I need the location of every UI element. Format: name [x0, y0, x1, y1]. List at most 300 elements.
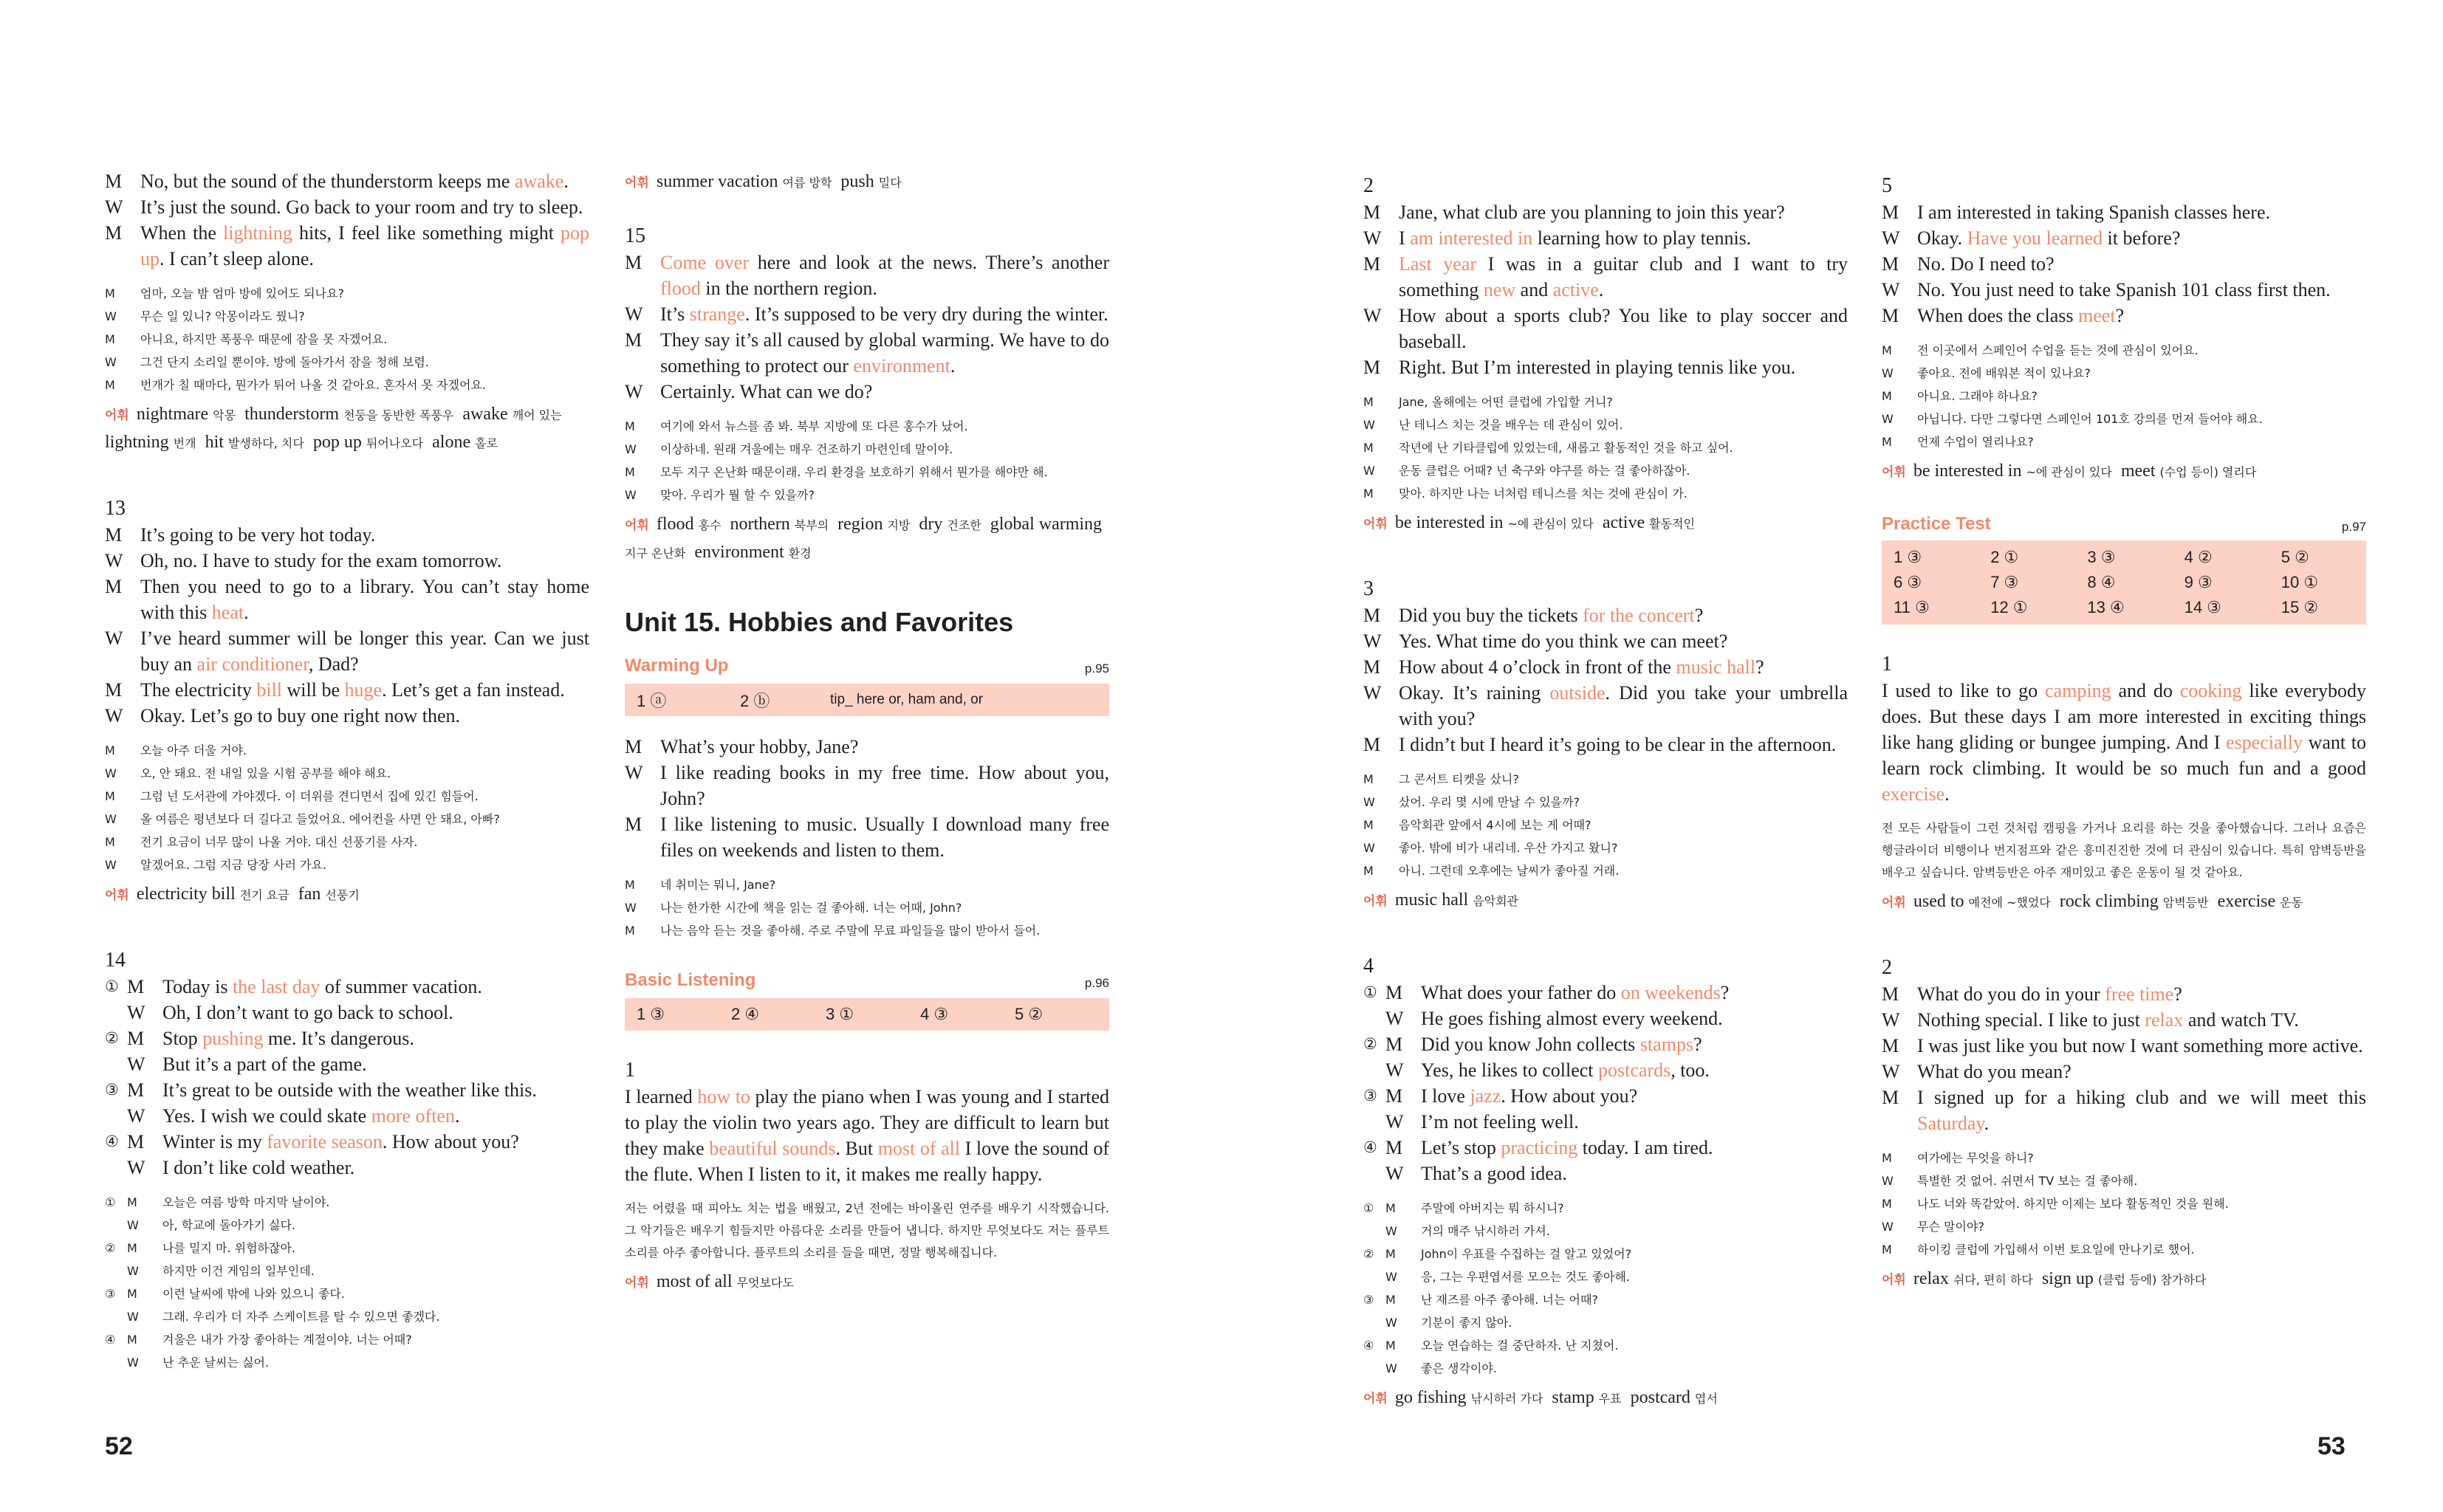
dialogue-line	[1363, 303, 1848, 354]
translation-text: 작년에 난 기타클럽에 있었는데, 새롭고 활동적인 것을 하고 싶어.	[1399, 441, 1733, 455]
line-text	[140, 574, 589, 625]
text-run: I signed up for a hiking club and we will meet this	[1917, 1087, 2366, 1108]
speaker-label: M	[105, 332, 115, 346]
speaker-label: M	[625, 878, 635, 892]
practice-header	[1882, 514, 2366, 535]
text-run: , too.	[1671, 1059, 1710, 1081]
vocab-meaning: 지구 온난화	[625, 546, 686, 560]
speaker-label: M	[1882, 343, 1892, 357]
line-text	[162, 1000, 589, 1025]
line-text	[140, 625, 589, 677]
text-run: It’s	[660, 303, 690, 325]
highlighted-text: strange	[689, 303, 745, 325]
speaker-label: M	[625, 736, 643, 757]
answer-cell: 6 ③	[1894, 573, 1922, 591]
vocab-label: 어휘	[625, 518, 649, 533]
speaker-label: W	[105, 705, 123, 726]
text-run: and watch TV.	[2183, 1009, 2299, 1031]
speaker-label: W	[127, 1157, 145, 1178]
vocab-word: stamp	[1552, 1388, 1594, 1407]
highlighted-text: lightning	[222, 222, 292, 244]
item-number: ①	[1363, 1201, 1374, 1215]
practice-q2-number: 2	[1882, 956, 1892, 979]
text-run: and do	[2111, 680, 2180, 701]
answer-cell: 13 ④	[2087, 598, 2125, 616]
line-text	[1917, 277, 2366, 303]
answer-cell: 2 ①	[1990, 548, 2019, 566]
text-run: I’ve heard summer will be longer this year. Can we just buy an	[140, 628, 589, 675]
speaker-label: M	[105, 222, 123, 244]
vocab-meaning: 전기 요금	[239, 888, 289, 902]
text-run: . It’s supposed to be very dry during the winter.	[744, 303, 1109, 325]
speaker-label: W	[127, 1264, 139, 1278]
line-text	[1917, 1085, 2366, 1136]
highlighted-text: camping	[2045, 680, 2111, 701]
speaker-label: M	[1882, 435, 1892, 449]
dialogue-line	[1363, 1006, 1848, 1031]
vocab-label: 어휘	[1882, 896, 1906, 910]
line-text	[140, 220, 589, 272]
translation-line	[105, 762, 589, 785]
speaker-label: M	[1363, 253, 1381, 275]
vocab-word: rock climbing	[2059, 892, 2159, 911]
speaker-label: W	[625, 303, 643, 325]
translation-line	[1363, 768, 1848, 791]
vocab-label: 어휘	[1882, 1273, 1906, 1288]
warmup-tip: tip_ here or, ham and, or	[830, 692, 984, 707]
speaker-label: W	[127, 1310, 139, 1324]
speaker-label: W	[1882, 279, 1900, 300]
practice-q1-number: 1	[1882, 653, 1892, 676]
item-number: ②	[105, 1241, 116, 1255]
text-run: ?	[2173, 983, 2182, 1005]
speaker-label: M	[1363, 772, 1374, 786]
speaker-label: W	[127, 1002, 145, 1023]
basic-q1-number: 1	[625, 1059, 635, 1082]
translation-text: 난 추운 날씨는 싫어.	[162, 1355, 269, 1370]
line-text	[1917, 981, 2366, 1007]
line-text	[1399, 225, 1848, 251]
speaker-label: M	[1385, 1085, 1403, 1107]
answer-cell: 3 ③	[2087, 548, 2116, 566]
text-run: I didn’t but I heard it’s going to be clear in the afternoon.	[1399, 734, 1837, 755]
dialogue-line	[625, 760, 1109, 811]
item-number	[105, 1155, 127, 1181]
translation-line	[105, 305, 589, 328]
text-run: . How about you?	[1501, 1085, 1638, 1107]
text-run: Oh, I don’t want to go back to school.	[162, 1002, 453, 1023]
item-number: ②	[1363, 1247, 1374, 1261]
text-run: I am interested in taking Spanish classes here.	[1917, 202, 2270, 223]
translation-line	[1363, 391, 1848, 413]
item-number: ④	[1363, 1138, 1377, 1156]
vocab-label: 어휘	[1882, 465, 1906, 480]
translation-text: 주말에 아버지는 뭐 하시니?	[1421, 1201, 1564, 1215]
vocab-word: nightmare	[136, 405, 209, 424]
translation-line	[625, 415, 1109, 438]
vocab-word: meet	[2120, 461, 2156, 481]
translation-line	[1882, 1215, 2366, 1238]
text-run: .	[244, 602, 249, 623]
speaker-label: W	[1363, 630, 1382, 652]
translation-line	[625, 438, 1109, 461]
item-number	[1363, 1109, 1385, 1135]
text-run: ?	[1720, 982, 1730, 1003]
line-text: I like listening to music. Usually I download many free files on weekends and listen to them.	[660, 814, 1109, 861]
line-text	[162, 1077, 589, 1103]
text-run: What do you mean?	[1917, 1061, 2072, 1082]
speaker-label: W	[1882, 1061, 1900, 1082]
translation-line	[1363, 836, 1848, 859]
speaker-label: W	[127, 1355, 139, 1370]
speaker-label: M	[1882, 389, 1892, 403]
speaker-label: W	[1385, 1111, 1404, 1133]
highlighted-text: pushing	[202, 1028, 264, 1049]
q4-dialogue	[1363, 980, 1848, 1186]
q15-vocab	[625, 511, 1109, 567]
translation-line	[105, 1305, 589, 1328]
dialogue-line	[105, 1103, 589, 1129]
speaker-label: M	[1882, 1197, 1892, 1211]
translation-line	[105, 1191, 589, 1214]
q2-dialogue	[1363, 199, 1848, 380]
translation-line	[1363, 413, 1848, 436]
highlighted-text: free time	[2105, 983, 2174, 1005]
q3-translation	[1363, 768, 1848, 882]
speaker-label: M	[127, 1028, 145, 1049]
q14-number: 14	[105, 949, 126, 972]
translation-line	[1882, 430, 2366, 453]
text-run: I was just like you but now I want something more active.	[1917, 1035, 2363, 1056]
text-run: I love	[1421, 1085, 1470, 1107]
item-number	[105, 1214, 127, 1237]
text-run: Okay.	[1917, 227, 1967, 249]
translation-line	[1363, 1197, 1848, 1220]
text-run: Nothing special. I like to just	[1917, 1009, 2145, 1031]
vocab-meaning: 쉬다, 편히 하다	[1953, 1273, 2033, 1287]
translation-line	[1882, 1169, 2366, 1192]
dialogue-line	[1882, 981, 2366, 1007]
translation-line	[1882, 385, 2366, 408]
vocab-meaning: 우표	[1598, 1392, 1622, 1406]
highlighted-text: Come over	[660, 252, 749, 273]
page-number-right: 53	[2317, 1432, 2346, 1460]
line-text	[660, 327, 1109, 379]
line-text	[140, 522, 589, 548]
dialogue-line	[105, 548, 589, 574]
speaker-label: M	[105, 524, 123, 546]
answer-cell: 1 ③	[1894, 548, 1922, 566]
speaker-label: W	[625, 488, 637, 502]
text-run: I used to like to go	[1882, 680, 2046, 701]
text-run: will be	[282, 679, 345, 701]
column-4	[1882, 168, 2366, 1293]
translation-text: 좋아. 밖에 비가 내리네. 우산 가지고 왔니?	[1399, 841, 1618, 855]
translation-text: 특별한 것 없어. 쉬면서 TV 보는 걸 좋아해.	[1917, 1174, 2138, 1188]
speaker-label: M	[105, 679, 123, 701]
dialogue-line	[1363, 199, 1848, 225]
translation-line	[1363, 459, 1848, 482]
vocab-word: awake	[462, 405, 508, 424]
speaker-label: W	[105, 355, 117, 369]
item-number	[105, 1000, 127, 1025]
highlighted-text: outside	[1549, 682, 1606, 704]
translation-line	[105, 328, 589, 351]
translation-line	[625, 919, 1109, 942]
dialogue-line	[1882, 1033, 2366, 1059]
vocab-meaning: 환경	[788, 546, 812, 560]
text-run: I don’t like cold weather.	[162, 1157, 355, 1178]
speaker-label: W	[105, 550, 123, 571]
highlighted-text: Saturday	[1917, 1113, 1984, 1134]
basic-header	[625, 970, 1109, 991]
answer-cell: 2 ④	[731, 1005, 760, 1023]
translation-line	[1882, 1238, 2366, 1261]
vocab-word: environment	[694, 543, 784, 562]
translation-text: 무슨 말이야?	[1917, 1220, 1984, 1234]
dialogue-line	[1363, 251, 1848, 303]
translation-text: 응, 그는 우편엽서를 모으는 것도 좋아해.	[1421, 1270, 1630, 1284]
dialogue-line	[105, 574, 589, 625]
text-run: ?	[2115, 305, 2125, 326]
practice-title: Practice Test	[1882, 514, 1991, 534]
speaker-label: W	[1363, 682, 1382, 704]
translation-line	[1363, 814, 1848, 836]
column-1	[105, 168, 589, 1374]
vocab-word: electricity bill	[136, 884, 236, 904]
line-text	[140, 168, 589, 194]
text-run: ?	[1694, 605, 1704, 626]
q14-translation	[105, 1191, 589, 1374]
dialogue-line	[1363, 225, 1848, 251]
line-text	[140, 677, 589, 703]
item-number	[105, 1260, 127, 1282]
speaker-label: W	[1385, 1059, 1404, 1081]
dialogue-line	[1363, 628, 1848, 654]
text-run: .	[1945, 783, 1950, 805]
speaker-label: M	[105, 171, 123, 192]
text-run: I’m not feeling well.	[1421, 1111, 1579, 1133]
item-number: ④	[1363, 1339, 1374, 1353]
translation-line	[105, 1282, 589, 1305]
speaker-label: W	[1363, 841, 1375, 855]
dialogue-line	[625, 301, 1109, 327]
text-run: It’s great to be outside with the weather like this.	[162, 1079, 537, 1101]
translation-text: 전기 요금이 너무 많이 나올 거야. 대신 선풍기를 사자.	[140, 835, 418, 849]
speaker-label: M	[105, 576, 123, 597]
text-run: They say it’s all caused by global warming. We have to do something to protect our	[660, 329, 1109, 377]
translation-line	[105, 853, 589, 876]
text-run: it before?	[2103, 227, 2181, 249]
column-3	[1363, 168, 1848, 1412]
vocab-label: 어휘	[105, 408, 129, 423]
translation-text: 기분이 좋지 않아.	[1421, 1316, 1512, 1330]
highlighted-text: jazz	[1470, 1085, 1501, 1107]
translation-text: 나는 한가한 시간에 책을 읽는 걸 좋아해. 너는 어때, John?	[660, 901, 962, 915]
answer-cell: 9 ③	[2184, 573, 2213, 591]
highlighted-text: active	[1552, 279, 1599, 300]
translation-line	[105, 1328, 589, 1351]
translation-text: 오, 안 돼요. 전 내일 있을 시험 공부를 해야 해요.	[140, 766, 391, 780]
dialogue-line	[1363, 1135, 1848, 1161]
translation-text: 그 콘서트 티켓을 샀니?	[1399, 772, 1519, 786]
line-text	[1917, 1007, 2366, 1033]
translation-text: 오늘 연습하는 걸 중단하자. 난 지쳤어.	[1421, 1339, 1619, 1353]
text-run: Certainly. What can we do?	[660, 381, 873, 402]
highlighted-text: am interested in	[1410, 227, 1533, 249]
q4-vocab	[1363, 1384, 1848, 1412]
line-text	[660, 301, 1109, 327]
line-text	[162, 1025, 589, 1051]
basic-title: Basic Listening	[625, 970, 756, 990]
translation-text: 아니요. 그래야 하나요?	[1917, 389, 2038, 403]
translation-text: 맞아. 하지만 나는 너처럼 테니스를 치는 것에 관심이 가.	[1399, 487, 1688, 501]
dialogue-line	[105, 974, 589, 1000]
answer-cell: 5 ②	[2281, 548, 2309, 566]
text-run: I	[1399, 227, 1411, 249]
answer-cell: 3 ①	[826, 1005, 854, 1023]
text-run: Right. But I’m interested in playing tennis like you.	[1399, 357, 1796, 378]
translation-line	[105, 831, 589, 853]
translation-line	[105, 1351, 589, 1374]
speaker-label: W	[127, 1218, 139, 1232]
line-text	[1917, 1059, 2366, 1085]
translation-text: 올 여름은 평년보다 더 길다고 들었어요. 에어컨을 사면 안 돼요, 아빠?	[140, 812, 500, 826]
text-run: Stop	[162, 1028, 203, 1049]
speaker-label: W	[1882, 1174, 1894, 1188]
translation-line	[1363, 1311, 1848, 1334]
q14-vocab	[625, 168, 1109, 196]
translation-text: 그건 단지 소리일 뿐이야. 방에 돌아가서 잠을 청해 보렴.	[140, 355, 429, 369]
translation-line	[1363, 1265, 1848, 1288]
line-text	[1421, 1006, 1848, 1031]
translation-line	[105, 808, 589, 831]
speaker-label: M	[105, 835, 115, 849]
q4-translation	[1363, 1197, 1848, 1380]
item-number	[1363, 1057, 1385, 1083]
item-number	[105, 1351, 127, 1374]
translation-line	[105, 739, 589, 762]
highlighted-text: beautiful sounds	[709, 1138, 836, 1159]
answer-cell: 14 ③	[2184, 598, 2221, 616]
q2-translation	[1363, 391, 1848, 505]
highlighted-text: awake	[514, 171, 564, 192]
translation-line	[1363, 1288, 1848, 1311]
vocab-meaning: 낚시하러 가다	[1470, 1392, 1543, 1406]
translation-text: 아닙니다. 다만 그렇다면 스페인어 101호 강의를 먼저 들어야 해요.	[1917, 412, 2263, 426]
dialogue-line	[1882, 199, 2366, 225]
line-text	[1421, 1161, 1848, 1186]
item-number	[105, 1103, 127, 1129]
vocab-meaning: 홍수	[698, 518, 722, 532]
speaker-label: M	[1882, 1035, 1899, 1056]
q2-vocab	[1363, 509, 1848, 537]
line-text	[1917, 1033, 2366, 1059]
translation-text: 나는 음악 듣는 것을 좋아해. 주로 주말에 무료 파일들을 많이 받아서 들어.	[660, 924, 1041, 938]
translation-line	[105, 351, 589, 374]
answer-cell: 12 ①	[1990, 598, 2028, 616]
translation-line	[1882, 362, 2366, 385]
text-run: want to learn rock climbing. It would be so much fun and a good	[1882, 732, 2366, 779]
text-run: .	[563, 171, 569, 192]
line-text	[1399, 628, 1848, 654]
vocab-meaning: 여름 방학	[782, 176, 832, 190]
vocab-word: fan	[298, 884, 321, 904]
dialogue-line	[1363, 1109, 1848, 1135]
dialogue-line	[105, 1155, 589, 1181]
dialogue-line	[1363, 732, 1848, 757]
item-number	[105, 1051, 127, 1077]
vocab-word: go fishing	[1394, 1388, 1467, 1407]
speaker-label: M	[1882, 1151, 1892, 1165]
line-text	[1917, 303, 2366, 329]
text-run: Yes. I wish we could skate	[162, 1105, 371, 1127]
translation-text: 나도 너와 똑같았어. 하지만 이제는 보다 활동적인 것을 원해.	[1917, 1197, 2229, 1211]
item-number	[1363, 1161, 1385, 1186]
line-text	[1399, 680, 1848, 732]
text-run: . How about you?	[382, 1131, 519, 1152]
vocab-word: hit	[205, 433, 224, 452]
item-number: ②	[1363, 1035, 1377, 1053]
text-run: When the	[140, 222, 223, 244]
highlighted-text: Last year	[1399, 253, 1477, 275]
translation-line	[625, 484, 1109, 506]
translation-text: 거의 매주 낚시하러 가셔.	[1421, 1224, 1550, 1238]
translation-text: 하이킹 클럽에 가입해서 이번 토요일에 만나기로 했어.	[1917, 1243, 2195, 1257]
text-run: Winter is my	[162, 1131, 267, 1152]
q12-dialogue	[105, 168, 589, 272]
vocab-word: flood	[656, 515, 694, 534]
speaker-label: W	[1385, 1163, 1404, 1184]
text-run: . Let’s get a fan instead.	[382, 679, 565, 701]
highlighted-text: more often	[371, 1105, 455, 1127]
vocab-meaning: 엽서	[1694, 1392, 1718, 1406]
item-number	[1363, 1357, 1385, 1380]
text-run: No. Do I need to?	[1917, 253, 2055, 275]
speaker-label: M	[625, 252, 643, 273]
dialogue-line	[105, 194, 589, 220]
vocab-word: postcard	[1630, 1388, 1690, 1407]
vocab-word: used to	[1913, 892, 1964, 911]
item-number: ①	[105, 977, 119, 995]
text-run: hits, I feel like something might	[292, 222, 561, 244]
line-text	[1917, 199, 2366, 225]
speaker-label: M	[1882, 1087, 1899, 1108]
speaker-label: M	[1882, 305, 1899, 326]
line-text	[162, 974, 589, 1000]
warmup-page: p.95	[1084, 662, 1109, 676]
warmup-answer: 2 ⓑ	[740, 691, 770, 710]
item-number	[105, 1305, 127, 1328]
text-run: . But	[835, 1138, 878, 1159]
speaker-label: M	[1363, 818, 1374, 832]
text-run: Did you know John collects	[1421, 1034, 1640, 1055]
text-run: Yes. What time do you think we can meet?	[1399, 630, 1728, 652]
basic-page: p.96	[1084, 976, 1109, 990]
speaker-label: M	[1882, 253, 1899, 275]
translation-line	[1363, 1220, 1848, 1243]
vocab-word: music hall	[1394, 890, 1469, 910]
translation-text: 아, 학교에 돌아가기 싫다.	[162, 1218, 295, 1232]
vocab-word: pop up	[312, 433, 362, 452]
answer-cell: 4 ②	[2184, 548, 2213, 566]
dialogue-line	[1363, 354, 1848, 380]
text-run: in the northern region.	[700, 278, 877, 299]
translation-text: John이 우표를 수집하는 걸 알고 있었어?	[1421, 1247, 1632, 1261]
text-run: How about 4 o’clock in front of the	[1399, 656, 1676, 678]
translation-text: 전 이곳에서 스페인어 수업을 듣는 것에 관심이 있어요.	[1917, 343, 2199, 357]
speaker-label: M	[127, 1079, 145, 1101]
